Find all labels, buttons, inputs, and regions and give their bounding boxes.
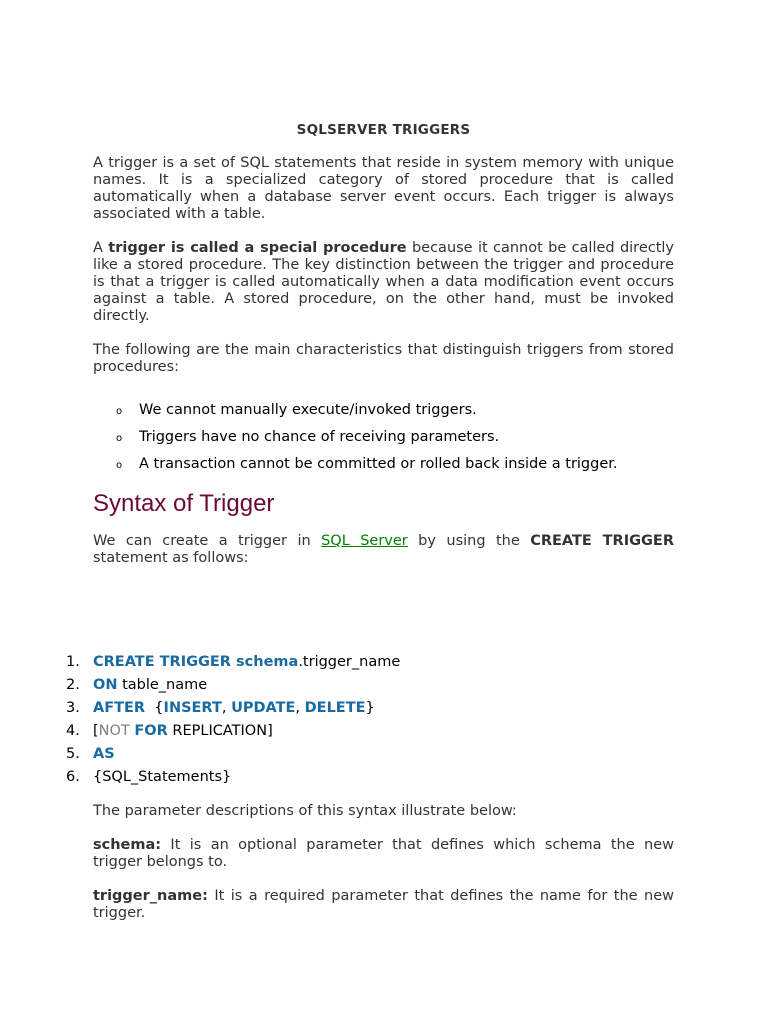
- sql-server-link[interactable]: SQL Server: [321, 533, 408, 549]
- line-number: 5.: [66, 746, 80, 762]
- circle-bullet-icon: o: [116, 406, 123, 417]
- list-item: [93, 402, 674, 419]
- list-item-text: A transaction cannot be committed or rolled back inside a trigger.: [139, 456, 618, 472]
- list-item-text: Triggers have no chance of receiving parameters.: [139, 429, 500, 445]
- circle-bullet-icon: o: [116, 460, 123, 471]
- keyword: AS: [93, 746, 115, 762]
- syntax-intro-paragraph: [93, 533, 674, 567]
- intro-paragraph: A trigger is a set of SQL statements that reside in system memory with unique names. It is a specialized category of stored procedure that is called automatically when a database server event occurs. Each trigger is always associated with a table.: [93, 155, 674, 222]
- gray-keyword: NOT: [98, 723, 130, 739]
- keyword: DELETE: [304, 700, 366, 716]
- line-number: 1.: [66, 654, 80, 670]
- list-item-text: We cannot manually execute/invoked triggers.: [139, 402, 477, 418]
- code-line: [66, 677, 647, 694]
- text-span: because it cannot be called directly like a stored procedure. The key distinction between the trigger and procedure is that a trigger is called automatically when a data modification event occurs against a table. A stored procedure, on the other hand, must be invoked directly.: [93, 240, 675, 324]
- line-number: 4.: [66, 723, 80, 739]
- characteristics-list: [93, 402, 674, 473]
- schema-parameter-paragraph: [93, 837, 674, 871]
- code-text: table_name: [117, 677, 208, 693]
- line-number: 3.: [66, 700, 80, 716]
- list-item: [93, 429, 674, 446]
- code-text: .trigger_name: [298, 654, 401, 670]
- special-procedure-paragraph: [93, 240, 674, 325]
- code-line: [66, 769, 647, 786]
- code-text: {SQL_Statements}: [93, 769, 232, 785]
- code-text: ,: [295, 700, 305, 716]
- keyword: CREATE TRIGGER schema: [93, 654, 299, 670]
- trigger-name-parameter-paragraph: [93, 888, 674, 922]
- line-number: 6.: [66, 769, 80, 785]
- code-text: [: [93, 723, 99, 739]
- parameter-name: schema:: [93, 837, 162, 853]
- keyword: ON: [93, 677, 118, 693]
- code-listing: [66, 654, 647, 786]
- code-line: [66, 746, 647, 763]
- code-text: ,: [221, 700, 232, 716]
- bold-phrase: trigger is called a special procedure: [108, 240, 407, 256]
- keyword: FOR: [134, 723, 168, 739]
- text-span: We can create a trigger in: [93, 533, 322, 549]
- spacer: [93, 584, 674, 654]
- line-number: 2.: [66, 677, 80, 693]
- circle-bullet-icon: o: [116, 433, 123, 444]
- keyword: AFTER: [93, 700, 146, 716]
- code-text: {: [145, 700, 164, 716]
- keyword: INSERT: [163, 700, 222, 716]
- text-span: It is an optional parameter that defines which schema the new trigger belongs to.: [93, 837, 674, 870]
- parameter-intro-paragraph: The parameter descriptions of this syntax illustrate below:: [93, 803, 517, 819]
- parameter-name: trigger_name:: [93, 888, 208, 904]
- text-span: It is a required parameter that defines the name for the new trigger.: [93, 888, 674, 921]
- text-span: by using the: [407, 533, 531, 549]
- text-span: statement as follows:: [93, 550, 249, 566]
- document-page: [66, 122, 675, 939]
- code-text: }: [365, 700, 375, 716]
- text-span: A: [93, 240, 109, 256]
- section-heading: Syntax of Trigger: [93, 490, 275, 517]
- document-title: SQLSERVER TRIGGERS: [296, 122, 471, 138]
- code-line: [66, 700, 647, 717]
- list-item: [93, 456, 674, 473]
- code-line: [66, 654, 647, 671]
- code-text: REPLICATION]: [167, 723, 273, 739]
- keyword: UPDATE: [231, 700, 296, 716]
- bold-phrase: CREATE TRIGGER: [530, 533, 674, 549]
- code-line: [66, 723, 647, 740]
- characteristics-paragraph: The following are the main characteristics that distinguish triggers from stored procedures:: [93, 342, 674, 375]
